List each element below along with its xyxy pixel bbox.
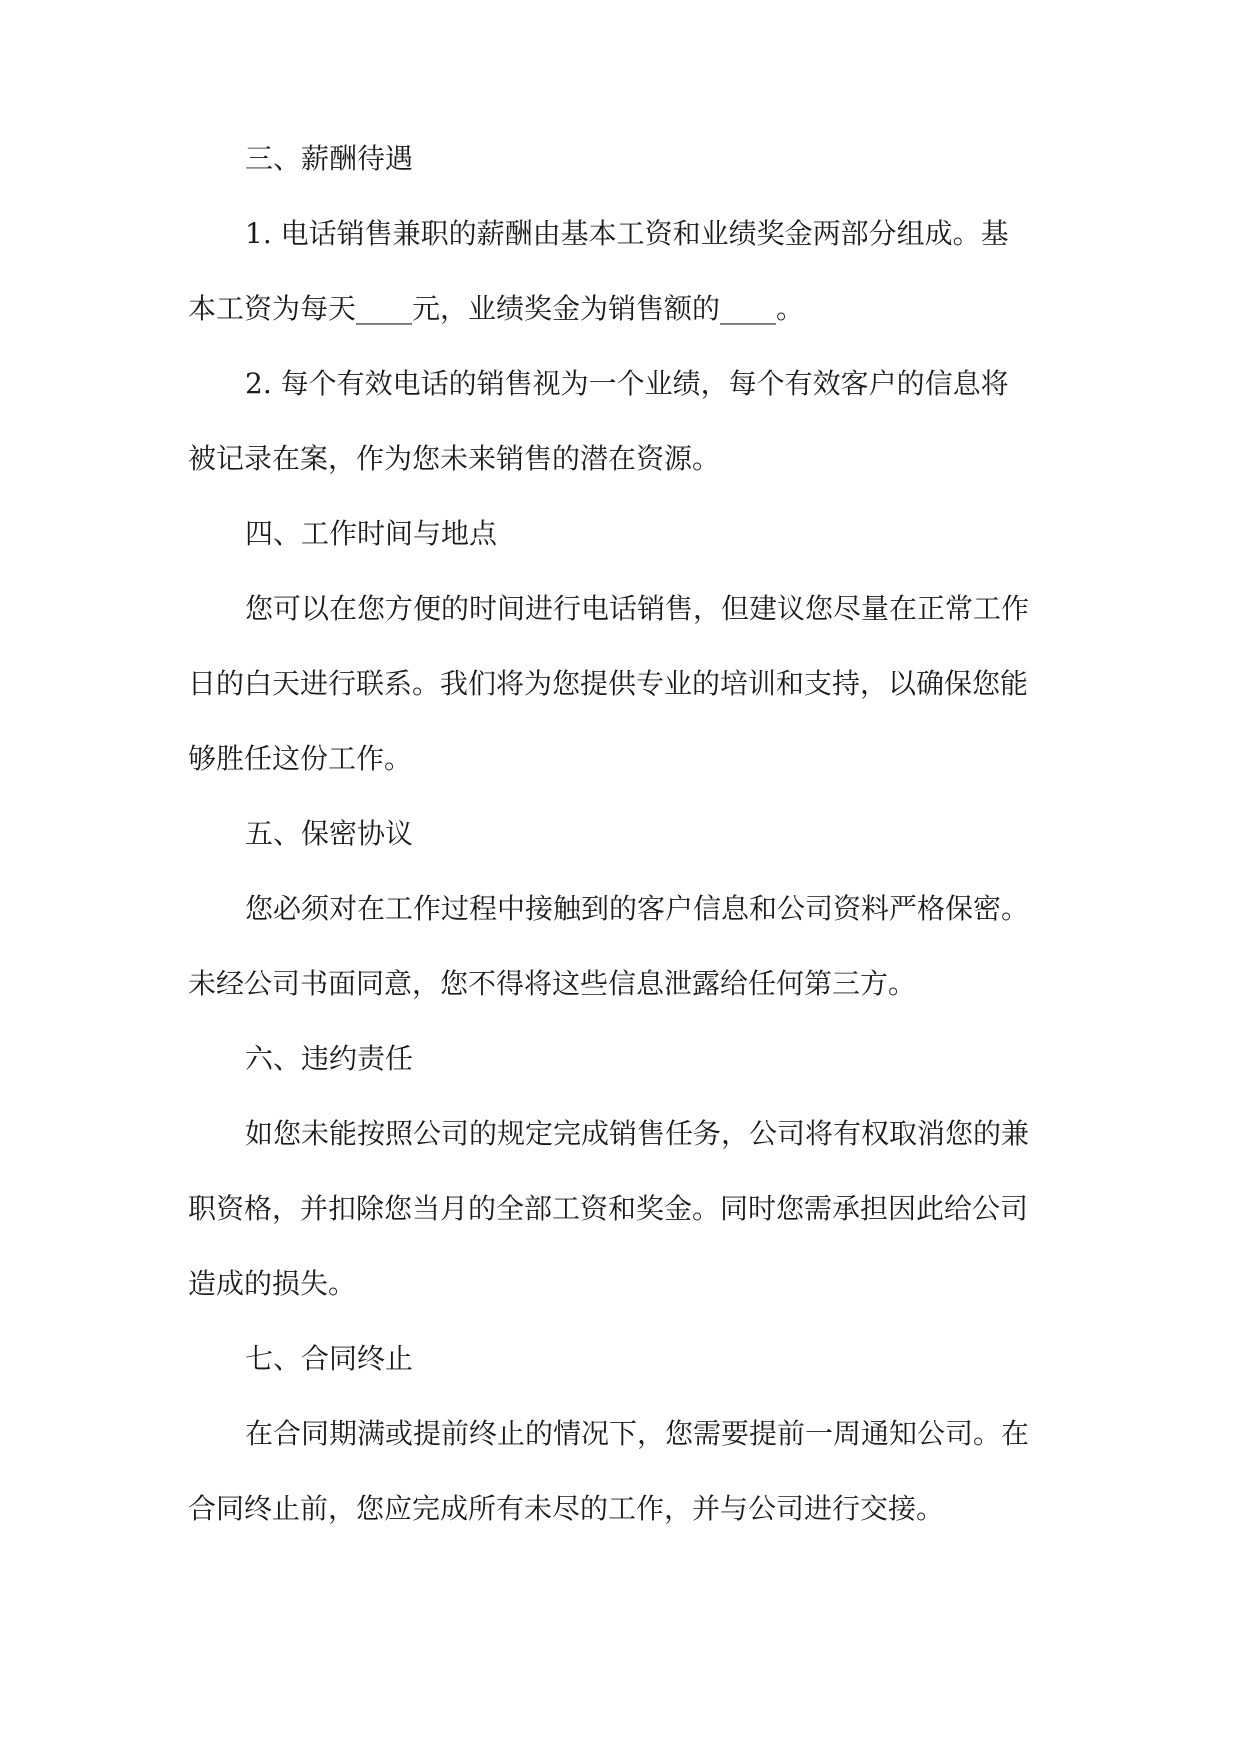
document-body [188, 140, 1058, 1528]
text-line: 本工资为每天____元，业绩奖金为销售额的____。 [188, 292, 805, 325]
text-line: 日的白天进行联系。我们将为您提供专业的培训和支持，以确保您能 [188, 667, 1029, 700]
text-line: 1. 电话销售兼职的薪酬由基本工资和业绩奖金两部分组成。基 [245, 217, 1009, 250]
section-heading-work-time: 四、工作时间与地点 [245, 517, 498, 550]
text-line: 您可以在您方便的时间进行电话销售，但建议您尽量在正常工作 [245, 592, 1030, 625]
text-line: 够胜任这份工作。 [188, 742, 413, 775]
text-line: 造成的损失。 [188, 1267, 357, 1300]
section-heading-compensation: 三、薪酬待遇 [245, 142, 414, 175]
section-heading-termination: 七、合同终止 [245, 1342, 414, 1375]
text-line: 合同终止前，您应完成所有未尽的工作，并与公司进行交接。 [188, 1492, 945, 1525]
section-heading-liability: 六、违约责任 [245, 1042, 414, 1075]
text-line: 您必须对在工作过程中接触到的客户信息和公司资料严格保密。 [245, 892, 1030, 925]
text-line: 在合同期满或提前终止的情况下，您需要提前一周通知公司。在 [245, 1417, 1030, 1450]
text-line: 职资格，并扣除您当月的全部工资和奖金。同时您需承担因此给公司 [188, 1192, 1029, 1225]
section-heading-confidentiality: 五、保密协议 [245, 817, 414, 850]
text-line: 未经公司书面同意，您不得将这些信息泄露给任何第三方。 [188, 967, 917, 1000]
text-line: 2. 每个有效电话的销售视为一个业绩，每个有效客户的信息将 [245, 367, 1009, 400]
text-line: 被记录在案，作为您未来销售的潜在资源。 [188, 442, 721, 475]
text-line: 如您未能按照公司的规定完成销售任务，公司将有权取消您的兼 [245, 1117, 1030, 1150]
